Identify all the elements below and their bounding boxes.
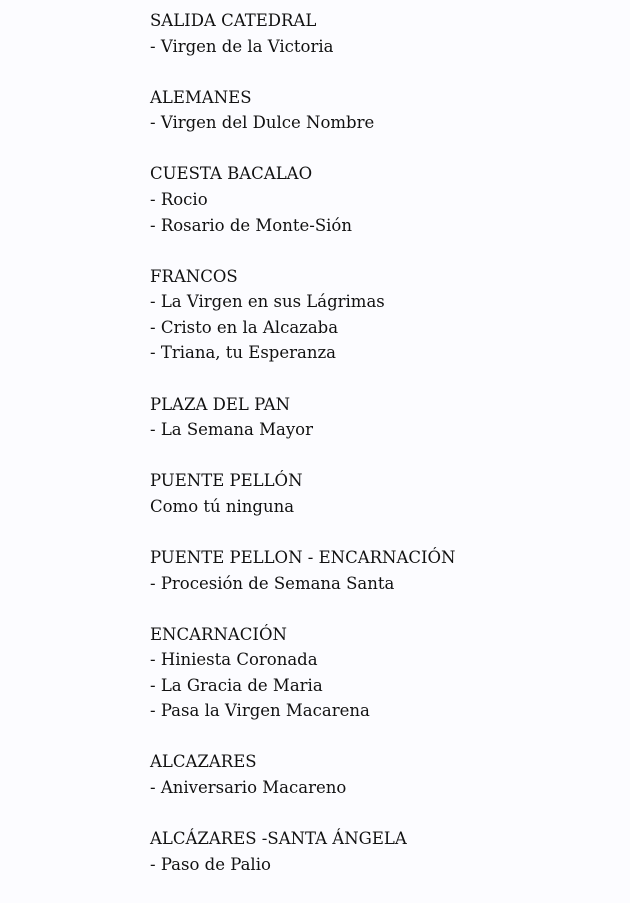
section-heading: PLAZA DEL PAN: [150, 394, 291, 414]
section-heading: PUENTE PELLÓN: [150, 471, 303, 491]
section-heading: ALCÁZARES -SANTA ÁNGELA: [150, 829, 407, 849]
section-heading: ALEMANES: [150, 87, 252, 107]
march-item: - La Virgen en sus Lágrimas: [150, 292, 385, 312]
route-list: [150, 8, 620, 903]
march-item: - La Semana Mayor: [150, 420, 313, 440]
route-section-alcazares: [150, 749, 620, 800]
route-section-puente-pellon: [150, 468, 620, 519]
section-heading: CUESTA BACALAO: [150, 164, 313, 184]
section-heading: SALIDA CATEDRAL: [150, 11, 317, 30]
route-section-alemanes: [150, 85, 620, 136]
route-section-plaza-del-pan: [150, 392, 620, 443]
route-section-francos: [150, 264, 620, 366]
march-item: - Hiniesta Coronada: [150, 650, 318, 670]
section-heading: PUENTE PELLON - ENCARNACIÓN: [150, 547, 456, 567]
march-item: - Cristo en la Alcazaba: [150, 317, 339, 337]
route-section-puente-pellon-encarnacion: [150, 545, 620, 596]
march-item: - Paso de Palio: [150, 854, 271, 874]
march-item: Como tú ninguna: [150, 496, 295, 516]
march-item: - Triana, tu Esperanza: [150, 343, 337, 363]
march-item: - Rosario de Monte-Sión: [150, 215, 352, 235]
march-item: - Rocio: [150, 189, 208, 209]
march-item: - Aniversario Macareno: [150, 778, 347, 798]
section-heading: ALCAZARES: [150, 752, 257, 772]
route-section-encarnacion: [150, 622, 620, 724]
march-item: - La Gracia de Maria: [150, 675, 323, 695]
section-heading: FRANCOS: [150, 266, 238, 286]
march-item: - Pasa la Virgen Macarena: [150, 701, 370, 721]
section-heading: ENCARNACIÓN: [150, 624, 287, 644]
march-item: - Virgen del Dulce Nombre: [150, 113, 375, 133]
route-section-salida-catedral: [150, 8, 620, 59]
route-section-alcazares-santa-angela: [150, 826, 620, 877]
march-item: - Virgen de la Victoria: [150, 36, 334, 56]
route-section-cuesta-bacalao: [150, 161, 620, 238]
march-item: - Procesión de Semana Santa: [150, 573, 395, 593]
